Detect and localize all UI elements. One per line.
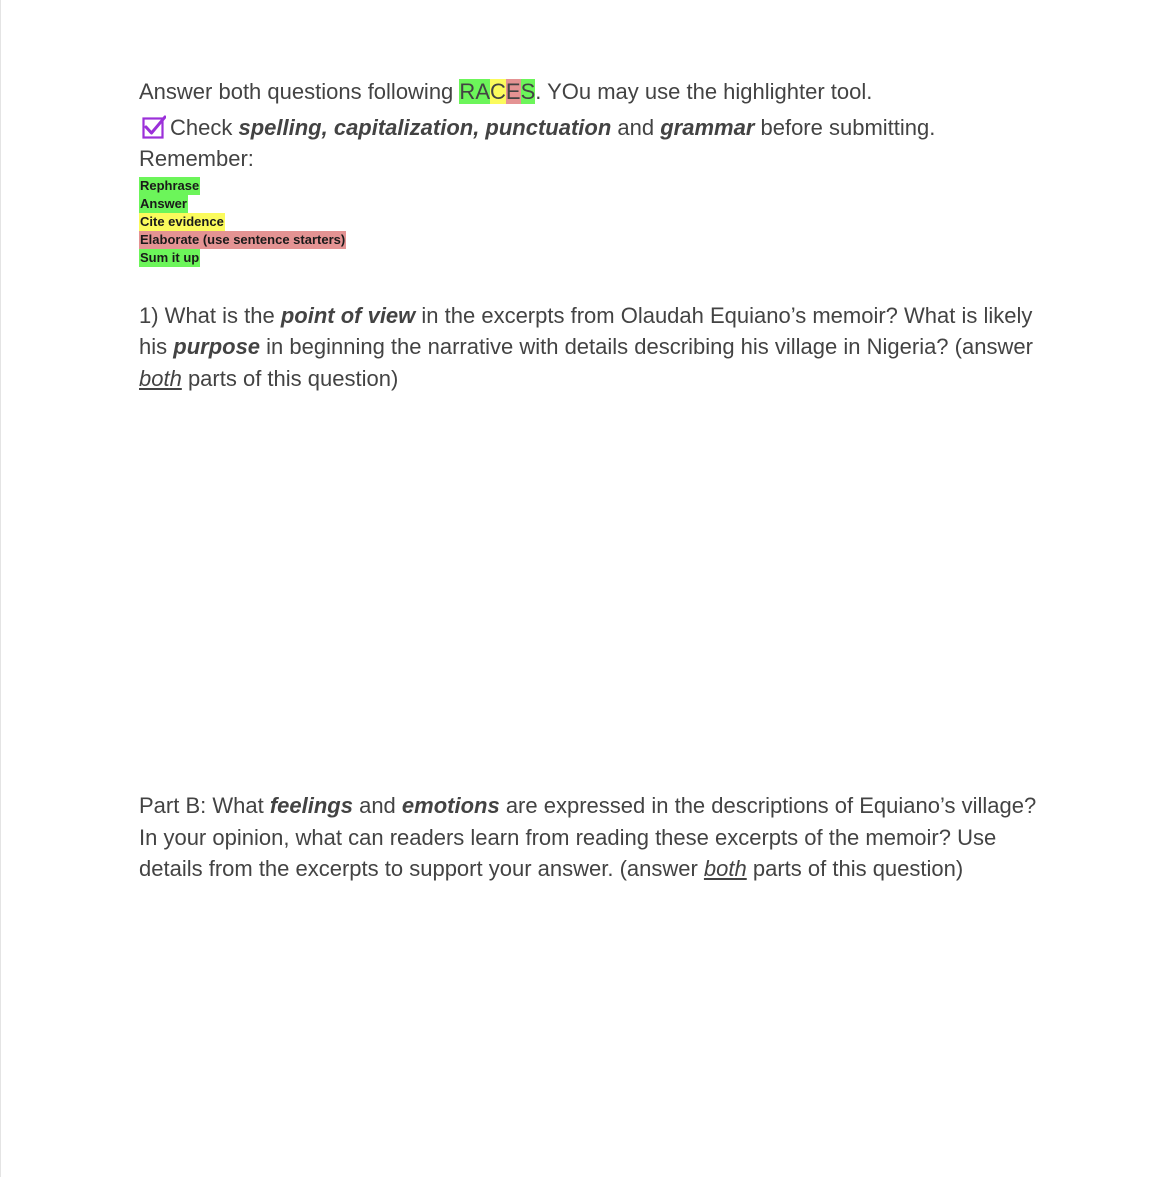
intro-text-before: Answer both questions following xyxy=(139,79,460,104)
q1-text-3: in beginning the narrative with details describing his village in Nigeria? (answer xyxy=(260,334,1033,359)
q2-underline: both xyxy=(703,856,747,881)
remember-label: Remember: xyxy=(139,146,254,171)
checklist-line xyxy=(139,112,1039,144)
legend-item-sum-it-up: Sum it up xyxy=(140,249,200,265)
races-letter-a: A xyxy=(475,79,490,104)
checklist-emphasis-1: spelling, capitalization, punctuation xyxy=(238,114,612,140)
checklist-text-1: Check xyxy=(170,114,239,140)
q1-text-2: in the excerpts from Olaudah Equiano’s memoir? What is likely his xyxy=(139,302,1033,359)
intro-text-after: . YOu may use the highlighter tool. xyxy=(535,79,873,104)
q1-underline: both xyxy=(139,365,182,391)
question-2 xyxy=(139,790,1039,885)
races-legend xyxy=(139,177,1039,267)
races-acronym xyxy=(459,79,535,104)
answer-area-1[interactable] xyxy=(139,394,1039,784)
q2-text-4: parts of this question) xyxy=(746,856,964,881)
legend-item-elaborate: Elaborate (use sentence starters) xyxy=(140,231,346,247)
checklist-text xyxy=(170,112,935,144)
intro-line xyxy=(139,76,1039,108)
races-letter-s: S xyxy=(520,79,536,104)
q2-text-2: and xyxy=(352,793,402,818)
races-letter-e: E xyxy=(505,79,521,104)
q2-text-3: are expressed in the descriptions of Equiano’s village? In your opinion, what can readers learn from reading these excerpts of the memoir? Use details from the excerpts to support your answer. (answer xyxy=(139,793,1037,881)
checklist-emphasis-2: grammar xyxy=(660,114,755,140)
question-1 xyxy=(139,300,1039,395)
document-content xyxy=(139,76,1039,881)
q2-text-1: Part B: What xyxy=(139,793,270,818)
races-letter-r: R xyxy=(459,79,476,104)
checked-checkbox-icon xyxy=(142,115,166,139)
races-letter-c: C xyxy=(490,79,506,104)
checklist-text-3: before submitting. xyxy=(754,114,936,140)
legend-item-answer: Answer xyxy=(140,195,187,211)
q2-emphasis-2: emotions xyxy=(401,793,500,818)
legend-item-rephrase: Rephrase xyxy=(140,177,200,193)
checklist-text-2: and xyxy=(611,114,661,140)
q1-emphasis-2: purpose xyxy=(173,334,261,359)
q1-text-1: 1) What is the xyxy=(139,302,281,328)
q2-emphasis-1: feelings xyxy=(269,793,353,818)
legend-item-cite-evidence: Cite evidence xyxy=(140,213,224,229)
q1-emphasis-1: point of view xyxy=(280,302,416,328)
q1-text-4: parts of this question) xyxy=(181,365,399,391)
